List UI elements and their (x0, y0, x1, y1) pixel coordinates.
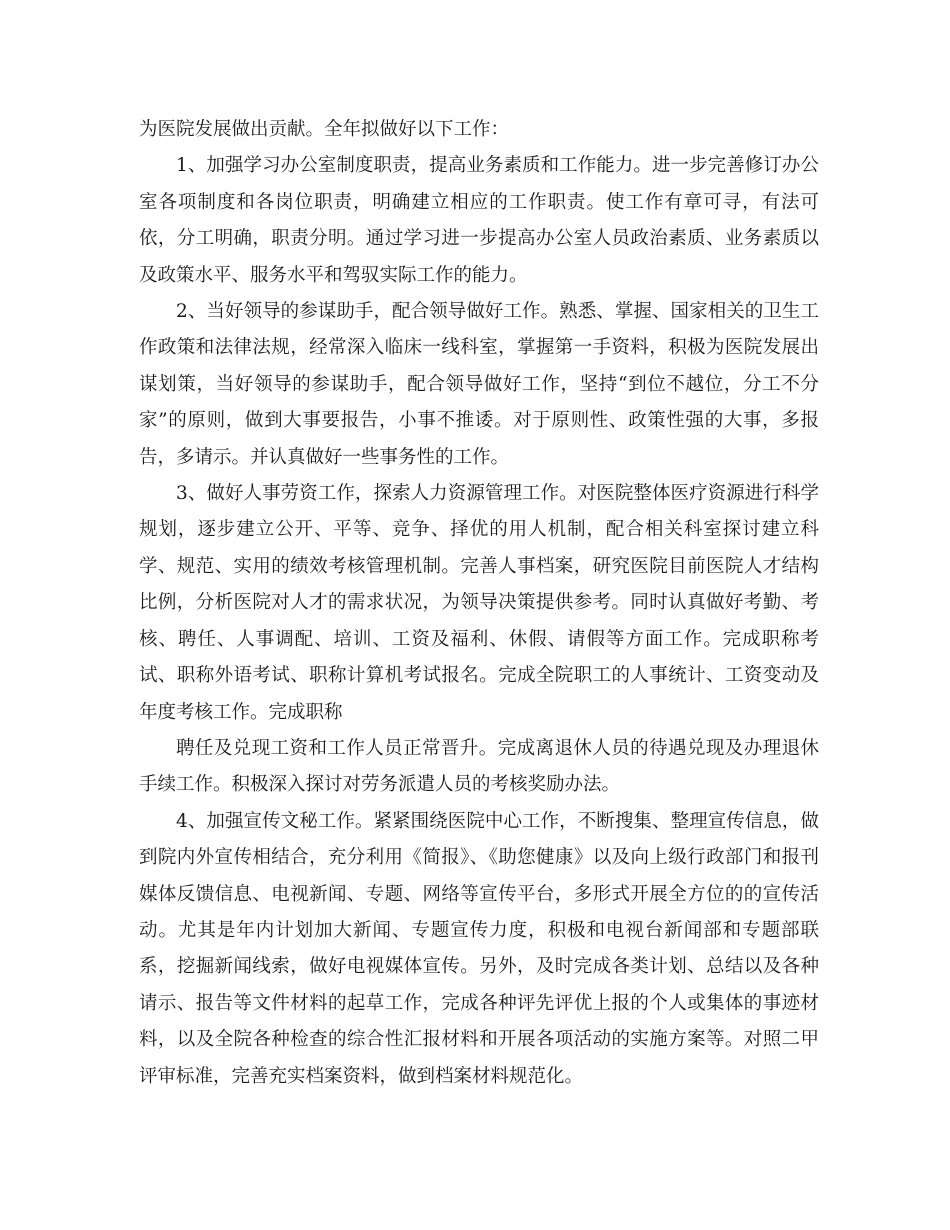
paragraph-item-3: 3、做好人事劳资工作，探索人力资源管理工作。对医院整体医疗资源进行科学规划，逐步建立公开、平等、竞争、择优的用人机制，配合相关科室探讨建立科学、规范、实用的绩效考核管理机制。完善人事档案，研究医院目前医院人才结构比例，分析医院对人才的需求状况，为领导决策提供参考。同时认真做好考勤、考核、聘任、人事调配、培训、工资及福利、休假、请假等方面工作。完成职称考试、职称外语考试、职称计算机考试报名。完成全院职工的人事统计、工资变动及年度考核工作。完成职称 (139, 483, 819, 723)
paragraph-item-1: 1、加强学习办公室制度职责，提高业务素质和工作能力。进一步完善修订办公室各项制度和各岗位职责，明确建立相应的工作职责。使工作有章可寻，有法可依，分工明确，职责分明。通过学习进一步提高办公室人员政治素质、业务素质以及政策水平、服务水平和驾驭实际工作的能力。 (139, 155, 819, 286)
paragraph-item-3-continued: 聘任及兑现工资和工作人员正常晋升。完成离退休人员的待遇兑现及办理退休手续工作。积极深入探讨对劳务派遣人员的考核奖励办法。 (139, 737, 819, 796)
paragraph-item-4: 4、加强宣传文秘工作。紧紧围绕医院中心工作，不断搜集、整理宣传信息，做到院内外宣传相结合，充分利用《简报》、《助您健康》以及向上级行政部门和报刊媒体反馈信息、电视新闻、专题、网络等宣传平台，多形式开展全方位的的宣传活动。尤其是年内计划加大新闻、专题宣传力度，积极和电视台新闻部和专题部联系，挖掘新闻线索，做好电视媒体宣传。另外，及时完成各类计划、总结以及各种请示、报告等文件材料的起草工作，完成各种评先评优上报的个人或集体的事迹材料，以及全院各种检查的综合性汇报材料和开展各项活动的实施方案等。对照二甲评审标准，完善充实档案资料，做到档案材料规范化。 (139, 810, 819, 1087)
paragraph-item-2: 2、当好领导的参谋助手，配合领导做好工作。熟悉、掌握、国家相关的卫生工作政策和法律法规，经常深入临床一线科室，掌握第一手资料，积极为医院发展出谋划策，当好领导的参谋助手，配合领导做好工作，坚持“到位不越位，分工不分家”的原则，做到大事要报告，小事不推诿。对于原则性、政策性强的大事，多报告，多请示。并认真做好一些事务性的工作。 (139, 301, 819, 468)
paragraph-intro: 为医院发展做出贡献。全年拟做好以下工作： (139, 119, 510, 140)
document-body (139, 112, 819, 1095)
